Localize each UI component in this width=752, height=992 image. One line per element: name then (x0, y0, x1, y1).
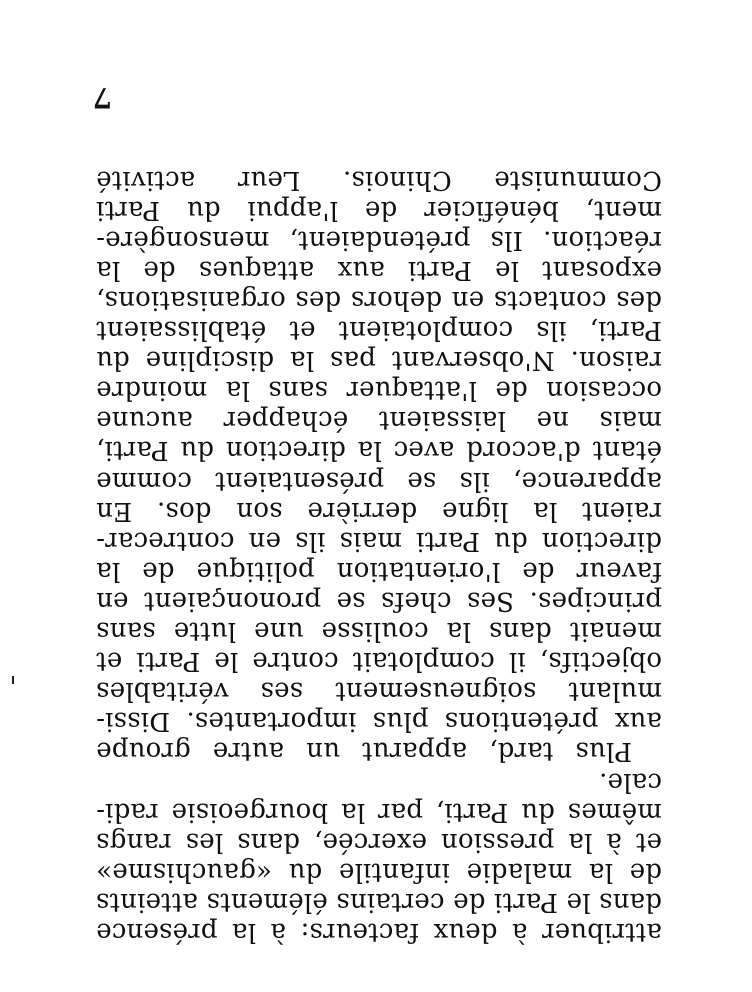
scan-speck (12, 676, 14, 684)
text-line: apparence, ils se présentaient comme (96, 465, 662, 496)
text-line: direction du Parti mais ils en contrecar- (96, 525, 662, 556)
text-line: mulant soigneusement ses véritables (96, 676, 662, 707)
text-line: cale. (598, 766, 662, 797)
text-line: de la maladie infantile du «gauchisme» (96, 856, 662, 887)
text-line: occasion de l'attaquer sans la moindre (96, 375, 662, 406)
text-line: raison. N'observant pas la discipline du (96, 345, 662, 376)
text-line: aux prétentions plus importantes. Dissi- (96, 706, 662, 737)
text-line: et à la pression exercée, dans les rangs (96, 826, 662, 857)
page-number: 7 (92, 81, 112, 114)
text-line: mêmes du Parti, par la bourgeoisie radi- (96, 796, 662, 827)
body-text (96, 165, 662, 947)
text-line: Parti, ils complotaient et établissaient (96, 315, 662, 346)
text-line: objectifs, il complotait contre le Parti et (96, 646, 662, 677)
text-line: exposant le Parti aux attaques de la (96, 254, 662, 285)
text-line: Plus tard, apparut un autre groupe (96, 736, 632, 767)
text-line: Communiste Chinois. Leur activité (96, 164, 662, 195)
text-line: réaction. Ils prétendaient, mensongère- (96, 224, 662, 255)
text-line: mais ne laissaient échapper aucune (96, 405, 662, 436)
text-line: faveur de l'orientation politique de la (96, 555, 662, 586)
text-line: des contacts en dehors des organisations, (96, 285, 662, 316)
text-line: ment, bénéficier de l'appui du Parti (96, 194, 662, 225)
text-line: étant d'accord avec la direction du Parti, (96, 435, 662, 466)
text-line: attribuer à deux facteurs: à la présence (96, 917, 662, 947)
text-line: dans le Parti de certains éléments atteints (95, 886, 662, 917)
text-line: menait dans la coulisse une lutte sans (96, 616, 662, 647)
text-line: principes. Ses chefs se prononçaient en (96, 585, 662, 616)
text-line: raient la ligne derrière son dos. En (96, 495, 662, 526)
